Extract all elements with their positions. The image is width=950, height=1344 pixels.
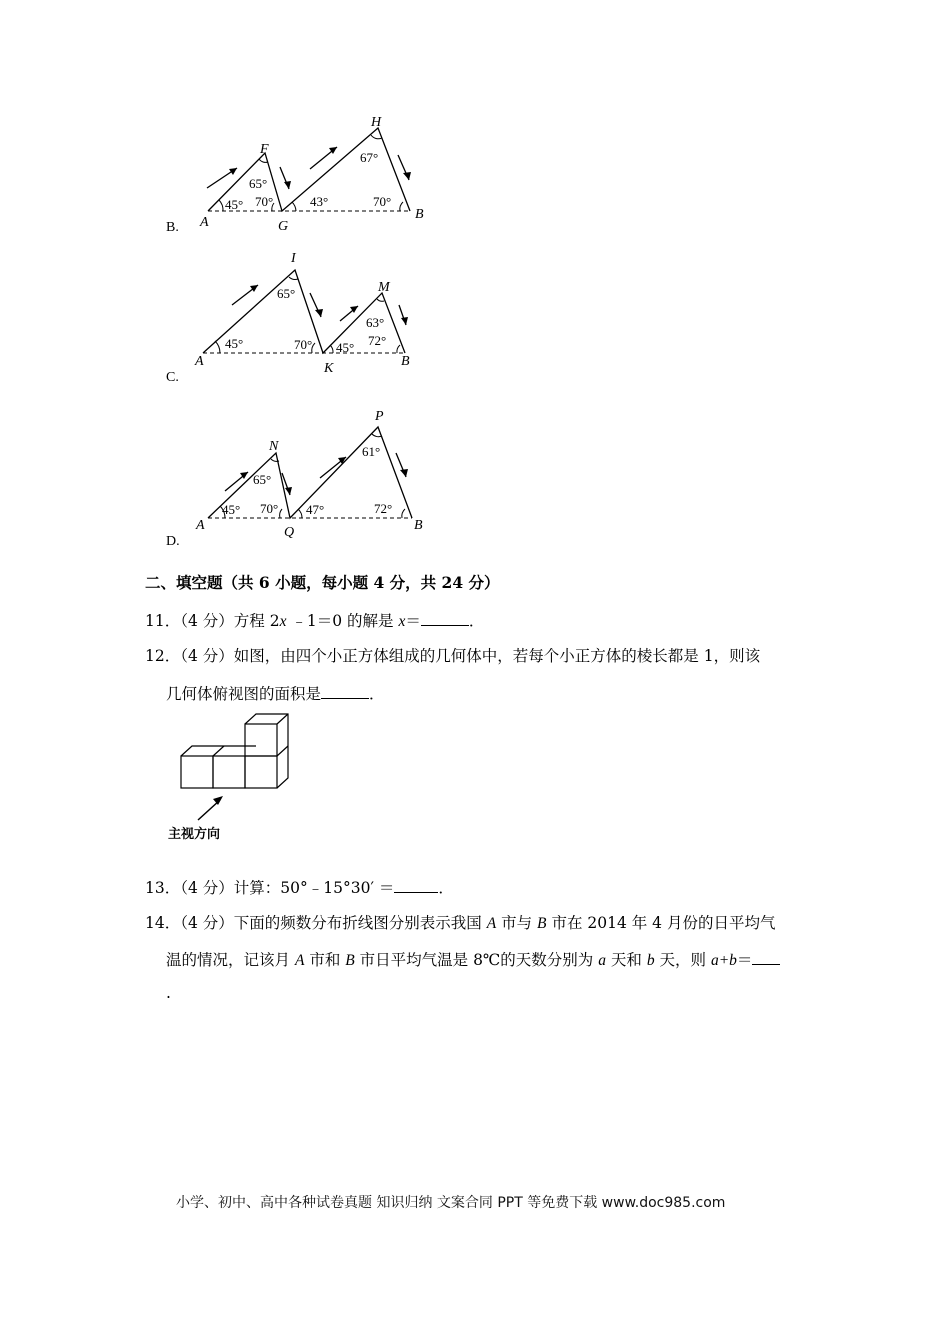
question-12-line-2: 几何体俯视图的面积是 ． — [166, 685, 385, 703]
angle-label: 65° — [253, 472, 272, 487]
question-number: 11． — [145, 612, 181, 630]
angle-label: 45° — [225, 336, 244, 351]
question-14-end: . — [166, 984, 171, 1002]
point-b: B — [414, 518, 423, 533]
angle-label: 63° — [366, 315, 385, 330]
angle-label: 70° — [373, 194, 392, 209]
answer-blank[interactable] — [394, 878, 438, 893]
option-d-figure — [190, 405, 435, 540]
point-b: B — [401, 354, 410, 369]
option-c-figure — [190, 245, 430, 375]
question-12-line-1: 12．（4 分）如图，由四个小正方体组成的几何体中，若每个小正方体的棱长都是 1，则该 — [145, 647, 761, 665]
angle-label: 65° — [249, 176, 268, 191]
answer-blank[interactable] — [752, 950, 780, 965]
point-f: F — [260, 142, 269, 157]
point-m: M — [378, 280, 390, 295]
question-14-line-2: 温的情况，记该月 A 市和 B 市日平均气温是 8℃的天数分别为 a 天和 b 天，则 a+b＝ — [166, 948, 780, 970]
option-b-figure — [195, 110, 435, 235]
option-c-label: C. — [166, 370, 179, 385]
answer-blank[interactable] — [421, 611, 469, 626]
angle-label: 70° — [260, 501, 279, 516]
point-a: A — [196, 518, 205, 533]
angle-label: 72° — [368, 333, 387, 348]
option-b-label: B. — [166, 220, 179, 235]
point-q: Q — [284, 525, 295, 540]
question-number: 13． — [145, 879, 181, 897]
angle-label: 65° — [277, 286, 296, 301]
answer-blank[interactable] — [321, 684, 369, 699]
point-i: I — [291, 251, 296, 266]
angle-label: 45° — [225, 197, 244, 212]
angle-label: 72° — [374, 501, 393, 516]
angle-label: 45° — [222, 502, 241, 517]
angle-label: 45° — [336, 340, 355, 355]
angle-label: 67° — [360, 150, 379, 165]
question-13: 13．（4 分）计算：50°﹣15°30′ ＝ ． — [145, 879, 454, 897]
question-11: 11．（4 分）方程 2x ﹣1＝0 的解是 x＝ ． — [145, 612, 485, 630]
question-number: 12． — [145, 647, 181, 665]
angle-label: 61° — [362, 444, 381, 459]
angle-label: 70° — [294, 337, 313, 352]
question-14-line-1: 14．（4 分）下面的频数分布折线图分别表示我国 A 市与 B 市在 2014 年 4 月份的日平均气 — [145, 914, 776, 932]
footer-text: 小学、初中、高中各种试卷真题 知识归纳 文案合同 PPT 等免费下载 www.doc985.com — [176, 1195, 726, 1211]
point-b: B — [415, 207, 424, 222]
point-p: P — [375, 409, 384, 424]
point-g: G — [278, 219, 289, 234]
option-d-label: D. — [166, 534, 180, 549]
point-a: A — [195, 354, 204, 369]
point-n: N — [269, 439, 279, 454]
angle-label: 43° — [310, 194, 329, 209]
view-direction-caption: 主视方向 — [168, 827, 221, 842]
section-title: 二、填空题（共 6 小题，每小题 4 分，共 24 分） — [145, 573, 500, 592]
question-number: 14． — [145, 914, 181, 932]
point-a: A — [200, 215, 209, 230]
point-k: K — [324, 361, 334, 375]
point-h: H — [371, 115, 382, 130]
angle-label: 47° — [306, 502, 325, 517]
cubes-figure — [160, 708, 310, 848]
angle-label: 70° — [255, 194, 274, 209]
